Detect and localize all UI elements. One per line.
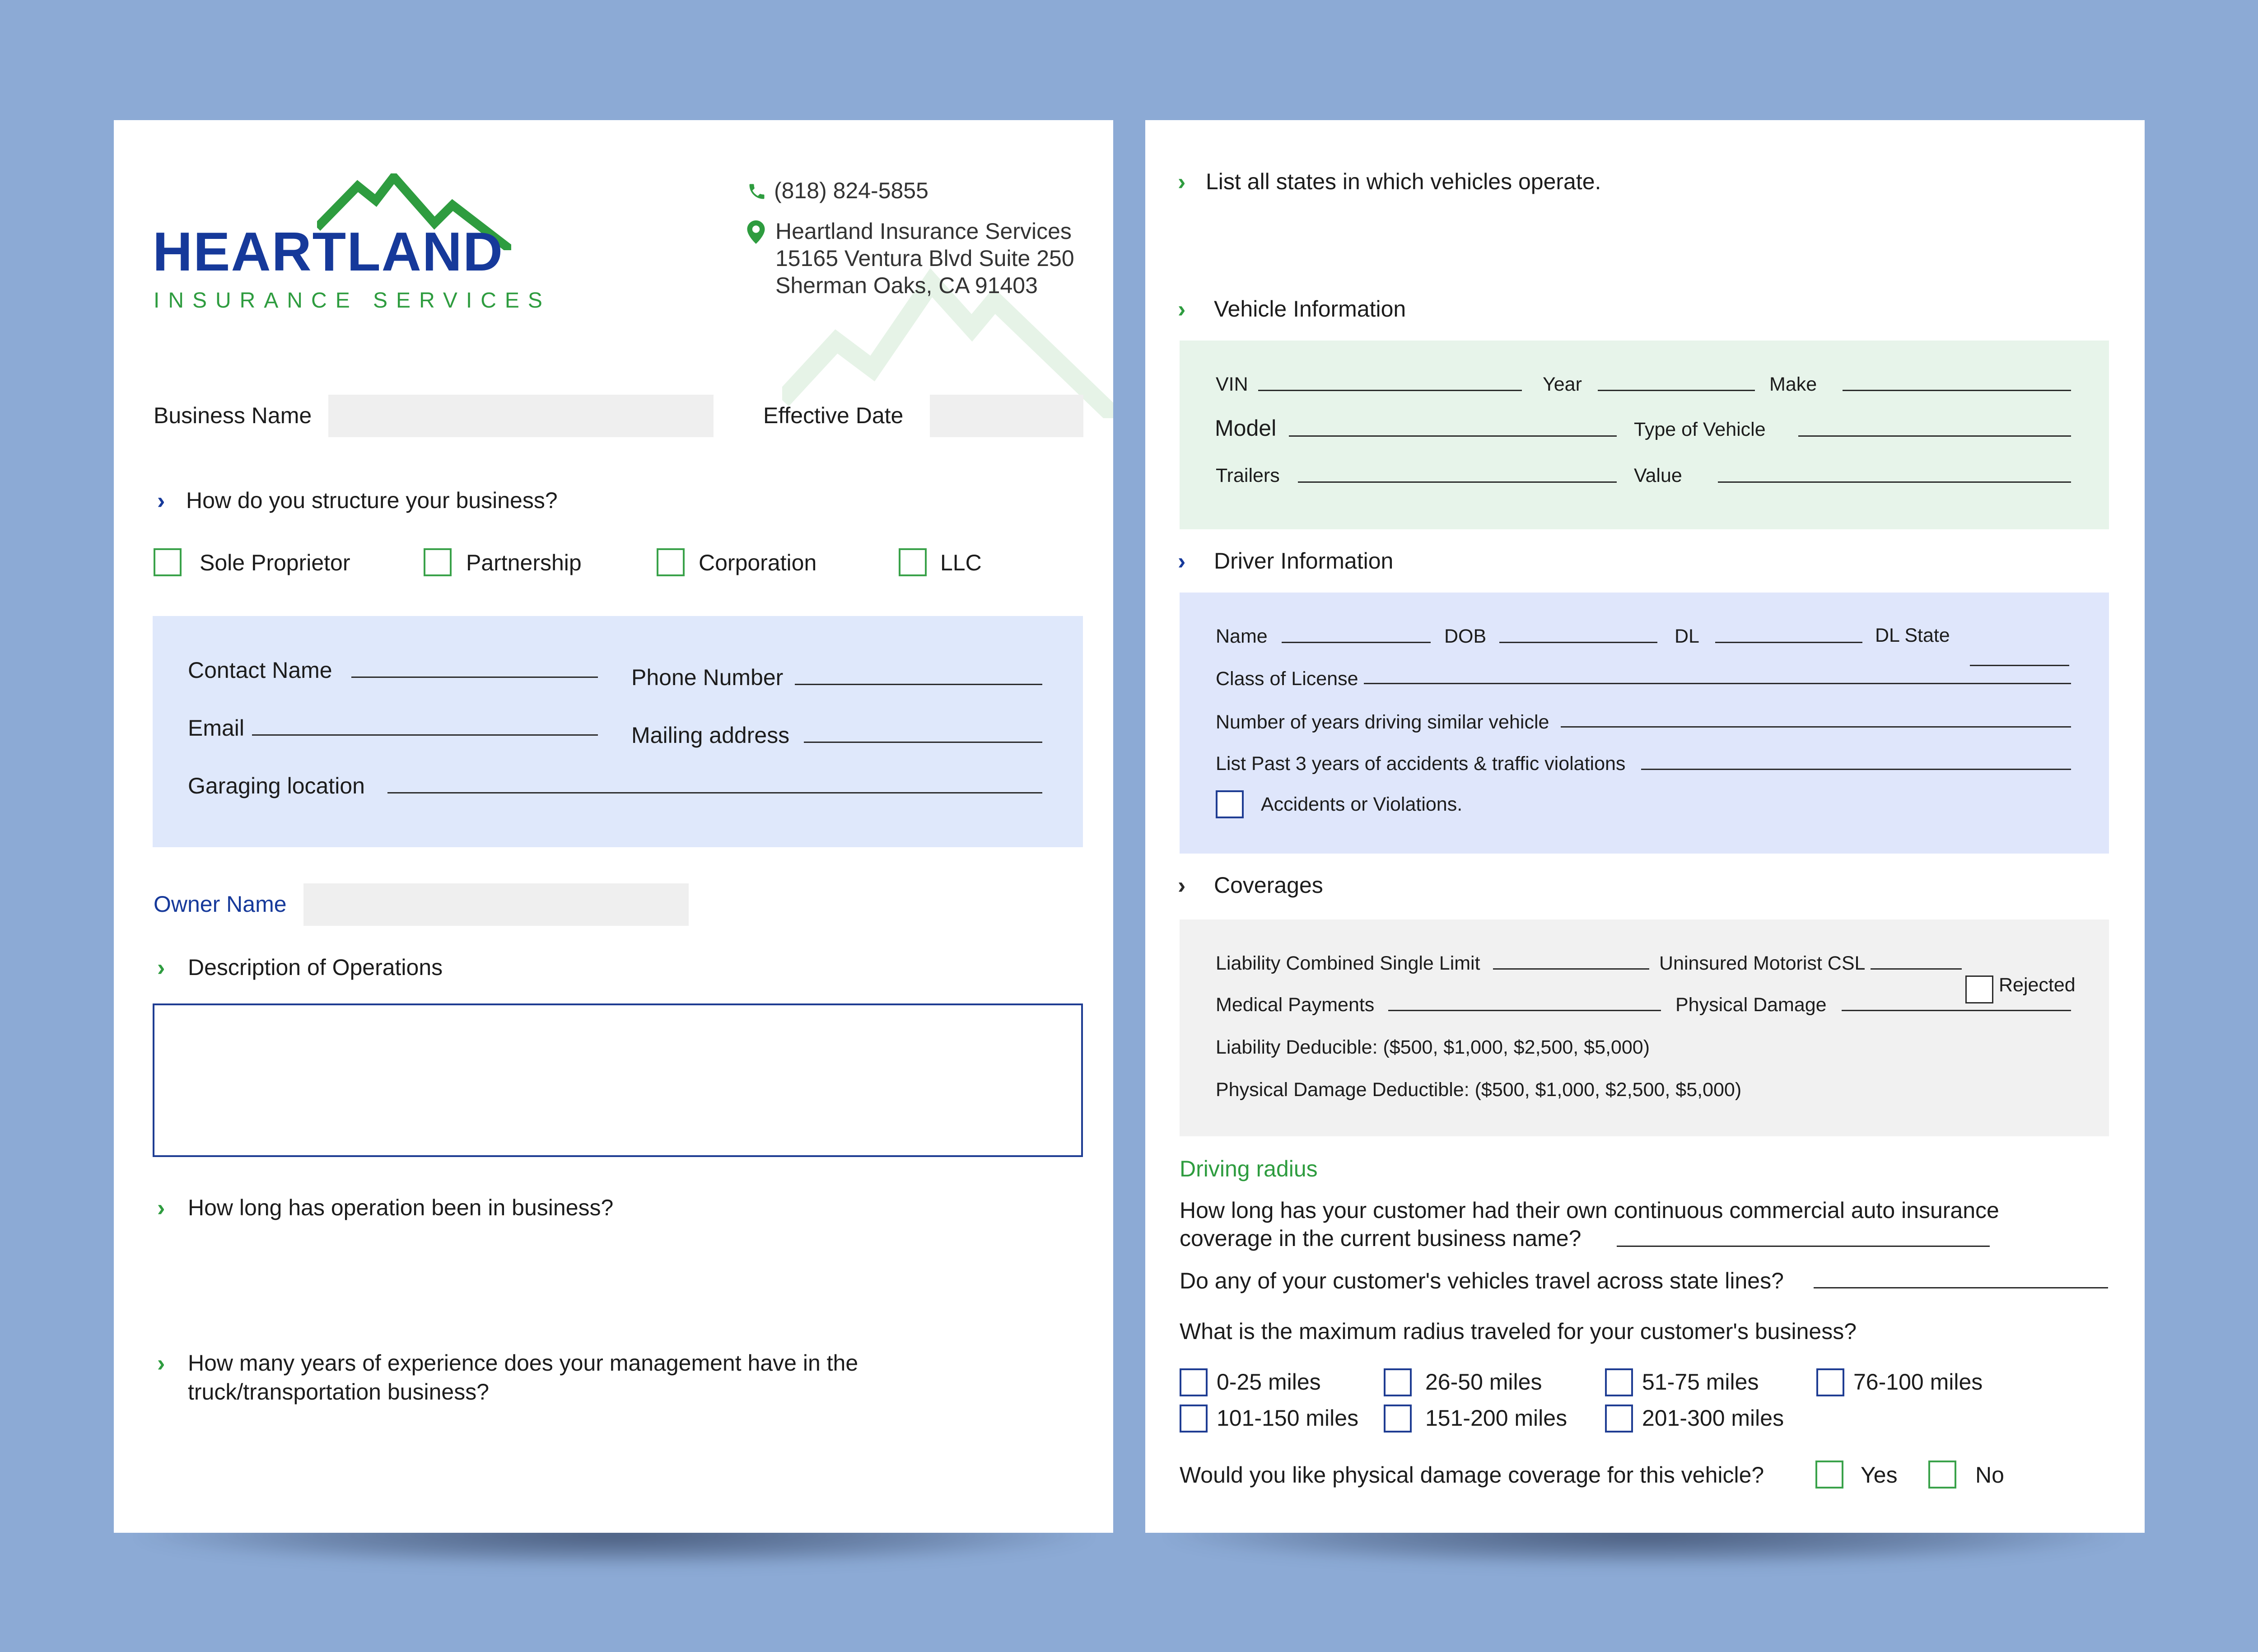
driver-name-label: Name xyxy=(1216,625,1268,647)
model-label: Model xyxy=(1215,415,1277,441)
type-of-vehicle-label: Type of Vehicle xyxy=(1634,419,1766,440)
description-textarea[interactable] xyxy=(153,1003,1083,1157)
dl-label: DL xyxy=(1675,625,1699,647)
address-line-2: 15165 Ventura Blvd Suite 250 xyxy=(775,246,1074,271)
chevron-right-icon: › xyxy=(157,488,165,514)
radius-101-150-label: 101-150 miles xyxy=(1217,1405,1359,1431)
accidents-list-line[interactable] xyxy=(1641,769,2071,770)
brand-name: HEARTLAND xyxy=(153,221,504,282)
chevron-right-icon: › xyxy=(1178,548,1186,574)
rejected-checkbox[interactable] xyxy=(1965,975,1993,1003)
dob-label: DOB xyxy=(1444,625,1487,647)
email-line[interactable] xyxy=(252,734,598,736)
radius-0-25-label: 0-25 miles xyxy=(1217,1369,1321,1395)
contact-name-label: Contact Name xyxy=(188,658,332,683)
years-driving-label: Number of years driving similar vehicle xyxy=(1216,711,1549,733)
max-radius-question: What is the maximum radius traveled for your customer's business? xyxy=(1180,1319,1857,1344)
contact-panel xyxy=(153,616,1083,847)
coverages-heading: Coverages xyxy=(1214,873,1323,898)
operation-length-question: How long has operation been in business? xyxy=(188,1195,614,1220)
structure-question: How do you structure your business? xyxy=(186,488,558,513)
chevron-right-icon: › xyxy=(1178,169,1186,195)
sole-proprietor-label: Sole Proprietor xyxy=(200,550,350,575)
class-of-license-line[interactable] xyxy=(1364,683,2071,684)
llc-label: LLC xyxy=(940,550,982,575)
trailers-label: Trailers xyxy=(1216,465,1280,486)
dob-line[interactable] xyxy=(1499,642,1657,643)
state-lines-line[interactable] xyxy=(1814,1287,2108,1288)
radius-101-150-checkbox[interactable] xyxy=(1180,1405,1208,1433)
dl-line[interactable] xyxy=(1715,642,1862,643)
states-question: List all states in which vehicles operate. xyxy=(1206,169,1601,194)
partnership-checkbox[interactable] xyxy=(424,548,452,576)
phone-icon xyxy=(747,182,767,201)
year-label: Year xyxy=(1543,373,1582,395)
radius-201-300-label: 201-300 miles xyxy=(1642,1405,1784,1431)
mailing-address-line[interactable] xyxy=(804,742,1042,743)
address-line-1: Heartland Insurance Services xyxy=(775,219,1072,244)
liability-csl-line[interactable] xyxy=(1493,968,1649,970)
dl-state-line[interactable] xyxy=(1970,665,2069,666)
form-page-left xyxy=(114,120,1113,1533)
model-line[interactable] xyxy=(1289,435,1617,437)
contact-name-line[interactable] xyxy=(351,677,598,678)
corporation-label: Corporation xyxy=(699,550,817,575)
make-label: Make xyxy=(1769,373,1817,395)
email-label: Email xyxy=(188,715,245,741)
value-label: Value xyxy=(1634,465,1682,486)
class-of-license-label: Class of License xyxy=(1216,668,1358,690)
business-name-label: Business Name xyxy=(154,403,312,428)
partnership-label: Partnership xyxy=(466,550,582,575)
location-pin-icon xyxy=(747,220,765,244)
radius-76-100-label: 76-100 miles xyxy=(1853,1369,1983,1395)
medical-payments-line[interactable] xyxy=(1388,1010,1661,1011)
brand-tagline: INSURANCE SERVICES xyxy=(154,289,551,313)
value-line[interactable] xyxy=(1718,481,2071,483)
radius-0-25-checkbox[interactable] xyxy=(1180,1368,1208,1396)
phone-number-line[interactable] xyxy=(795,684,1042,685)
chevron-right-icon: › xyxy=(1178,873,1186,899)
business-name-input[interactable] xyxy=(328,395,714,437)
physical-damage-deductible-label: Physical Damage Deductible: ($500, $1,000, $2,500, $5,000) xyxy=(1216,1079,1742,1101)
chevron-right-icon: › xyxy=(1178,296,1186,322)
yes-label: Yes xyxy=(1861,1462,1898,1488)
radius-51-75-checkbox[interactable] xyxy=(1605,1368,1633,1396)
physical-damage-label: Physical Damage xyxy=(1675,994,1827,1016)
make-line[interactable] xyxy=(1843,390,2071,391)
experience-question-line1: How many years of experience does your management have in the xyxy=(188,1350,858,1376)
address-line-3: Sherman Oaks, CA 91403 xyxy=(775,273,1038,298)
year-line[interactable] xyxy=(1598,390,1755,391)
radius-151-200-label: 151-200 miles xyxy=(1425,1405,1568,1431)
contact-phone: (818) 824-5855 xyxy=(774,178,928,203)
accidents-list-label: List Past 3 years of accidents & traffic violations xyxy=(1216,753,1626,775)
medical-payments-label: Medical Payments xyxy=(1216,994,1375,1016)
radius-51-75-label: 51-75 miles xyxy=(1642,1369,1759,1395)
accidents-checkbox[interactable] xyxy=(1216,790,1244,818)
mailing-address-label: Mailing address xyxy=(631,723,790,748)
description-label: Description of Operations xyxy=(188,955,443,980)
dl-state-label: DL State xyxy=(1875,625,1950,646)
phone-number-label: Phone Number xyxy=(631,665,784,690)
llc-checkbox[interactable] xyxy=(899,548,927,576)
yes-checkbox[interactable] xyxy=(1815,1461,1843,1489)
radius-76-100-checkbox[interactable] xyxy=(1816,1368,1844,1396)
owner-name-input[interactable] xyxy=(303,883,689,926)
physical-damage-question: Would you like physical damage coverage for this vehicle? xyxy=(1180,1462,1764,1488)
continuous-coverage-line1: How long has your customer had their own continuous commercial auto insurance xyxy=(1180,1198,1999,1223)
vin-line[interactable] xyxy=(1258,390,1522,391)
radius-151-200-checkbox[interactable] xyxy=(1384,1405,1412,1433)
chevron-right-icon: › xyxy=(157,1350,165,1377)
garaging-location-line[interactable] xyxy=(387,792,1042,793)
vin-label: VIN xyxy=(1216,373,1248,395)
continuous-coverage-line[interactable] xyxy=(1617,1246,1990,1247)
uninsured-csl-label: Uninsured Motorist CSL xyxy=(1659,952,1866,974)
state-lines-question: Do any of your customer's vehicles travel across state lines? xyxy=(1180,1268,1784,1293)
vehicle-heading: Vehicle Information xyxy=(1214,296,1406,322)
effective-date-input[interactable] xyxy=(930,395,1083,437)
physical-damage-line[interactable] xyxy=(1842,1010,2071,1011)
driver-heading: Driver Information xyxy=(1214,548,1394,574)
liability-csl-label: Liability Combined Single Limit xyxy=(1216,952,1480,974)
owner-name-label: Owner Name xyxy=(154,891,287,917)
effective-date-label: Effective Date xyxy=(763,403,904,428)
chevron-right-icon: › xyxy=(157,1195,165,1221)
rejected-label: Rejected xyxy=(1999,974,2076,996)
garaging-location-label: Garaging location xyxy=(188,773,365,798)
years-driving-line[interactable] xyxy=(1561,726,2071,728)
type-of-vehicle-line[interactable] xyxy=(1798,435,2071,437)
chevron-right-icon: › xyxy=(157,955,165,981)
liability-deductible-label: Liability Deducible: ($500, $1,000, $2,500, $5,000) xyxy=(1216,1036,1650,1058)
no-checkbox[interactable] xyxy=(1928,1461,1956,1489)
accidents-checkbox-label: Accidents or Violations. xyxy=(1261,793,1463,815)
driver-name-line[interactable] xyxy=(1282,642,1431,643)
experience-question-line2: truck/transportation business? xyxy=(188,1379,490,1405)
sole-proprietor-checkbox[interactable] xyxy=(154,548,182,576)
driving-radius-heading: Driving radius xyxy=(1180,1156,1318,1181)
no-label: No xyxy=(1975,1462,2004,1488)
form-page-right xyxy=(1145,120,2145,1533)
trailers-line[interactable] xyxy=(1298,481,1617,483)
uninsured-csl-line[interactable] xyxy=(1871,968,1962,970)
continuous-coverage-line2: coverage in the current business name? xyxy=(1180,1226,1582,1251)
corporation-checkbox[interactable] xyxy=(657,548,685,576)
radius-26-50-label: 26-50 miles xyxy=(1425,1369,1542,1395)
radius-201-300-checkbox[interactable] xyxy=(1605,1405,1633,1433)
radius-26-50-checkbox[interactable] xyxy=(1384,1368,1412,1396)
